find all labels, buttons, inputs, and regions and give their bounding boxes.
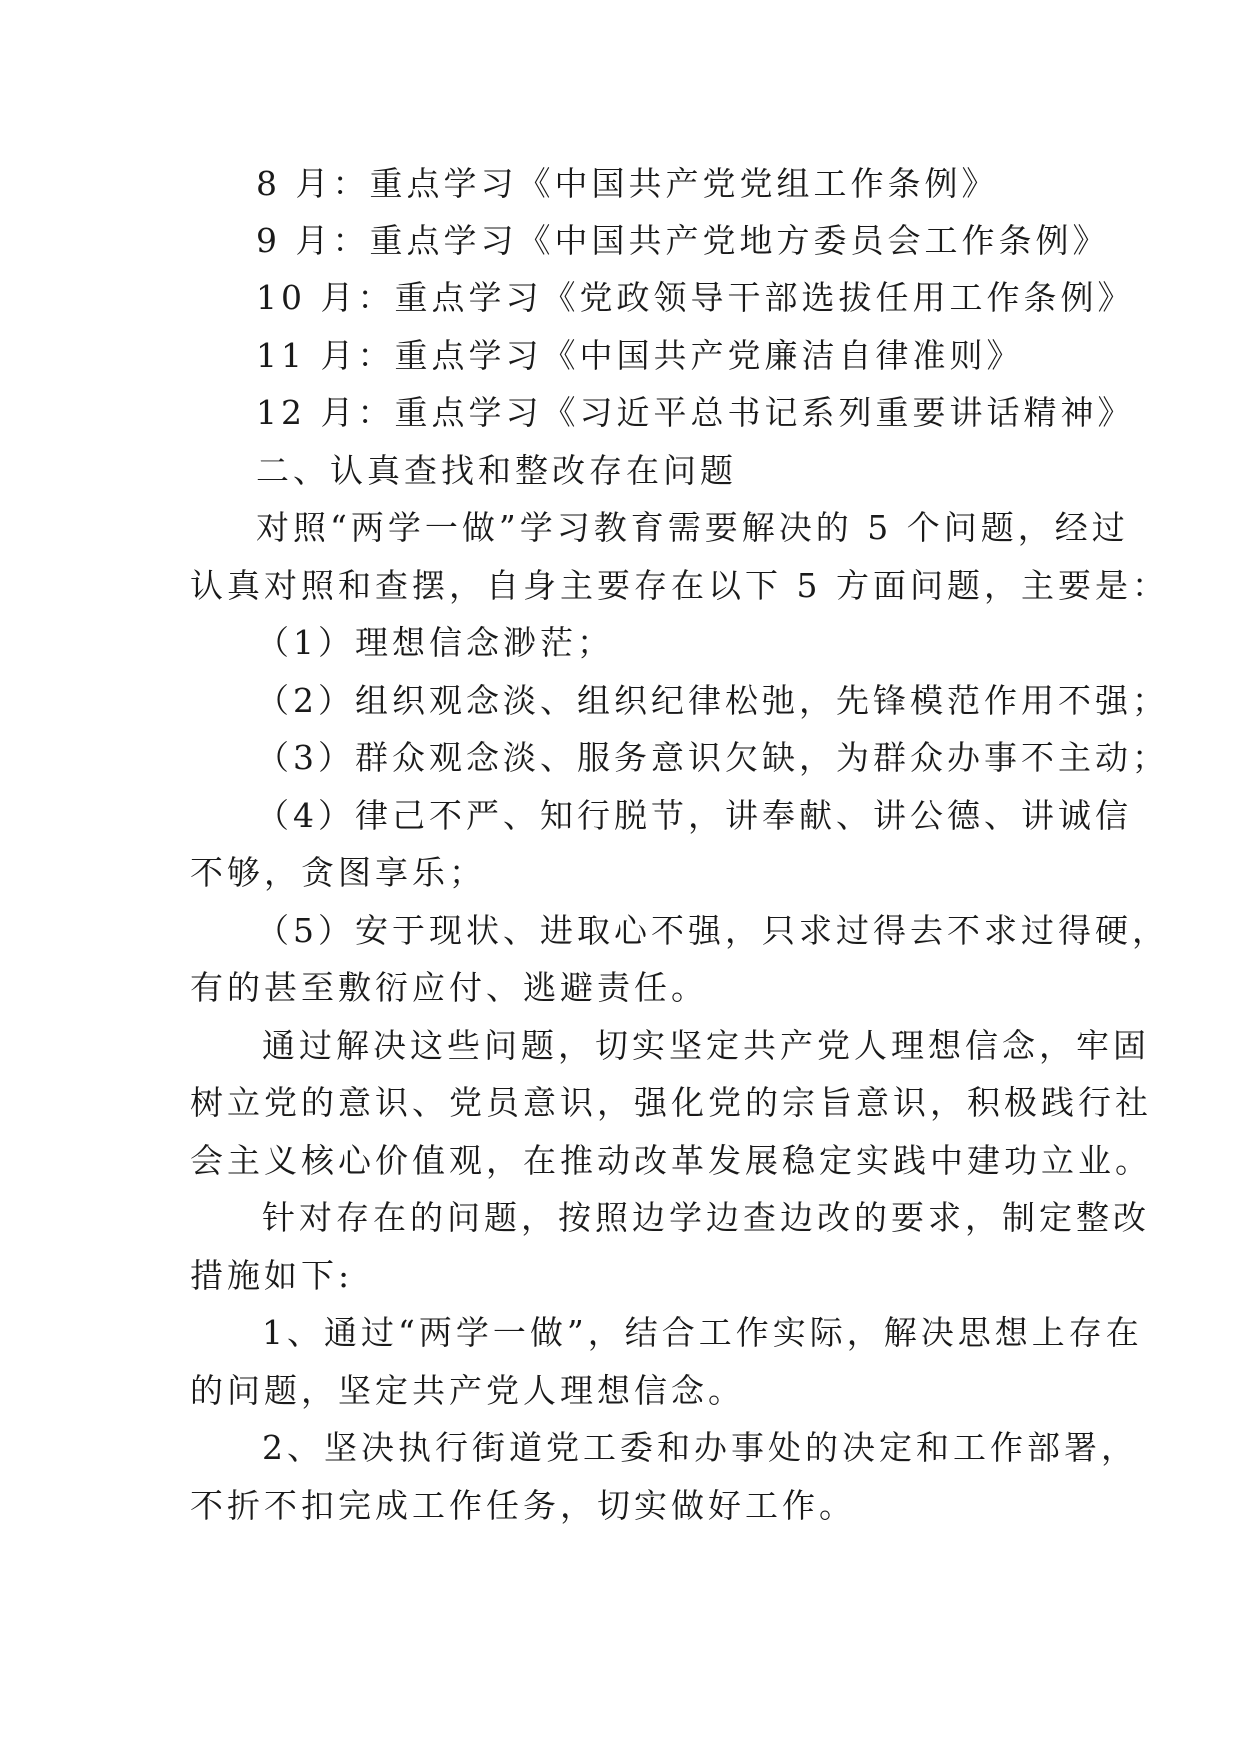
goal-line-1: 通过解决这些问题，切实坚定共产党人理想信念，牢固 (262, 1026, 1150, 1065)
problem-item-3: （3）群众观念淡、服务意识欠缺，为群众办事不主动； (256, 738, 1169, 777)
goal-line-2: 树立党的意识、党员意识，强化党的宗旨意识，积极践行社 (190, 1083, 1152, 1122)
intro-line-1: 对照“两学一做”学习教育需要解决的 5 个问题，经过 (256, 508, 1129, 547)
measure-item-1-cont: 的问题，坚定共产党人理想信念。 (190, 1371, 745, 1410)
month-item-nov: 11 月：重点学习《中国共产党廉洁自律准则》 (256, 336, 1024, 375)
goal-line-3: 会主义核心价值观，在推动改革发展稳定实践中建功立业。 (190, 1141, 1152, 1180)
problem-item-4-cont: 不够，贪图享乐； (190, 853, 486, 892)
measure-item-1: 1、通过“两学一做”，结合工作实际，解决思想上存在 (262, 1313, 1143, 1352)
problem-item-4: （4）律己不严、知行脱节，讲奉献、讲公德、讲诚信 (256, 796, 1132, 835)
measure-item-2-cont: 不折不扣完成工作任务，切实做好工作。 (190, 1486, 856, 1525)
problem-item-5: （5）安于现状、进取心不强，只求过得去不求过得硬， (256, 911, 1169, 950)
problem-item-5-cont: 有的甚至敷衍应付、逃避责任。 (190, 968, 708, 1007)
month-item-aug: 8 月：重点学习《中国共产党党组工作条例》 (256, 164, 999, 203)
measures-intro-line-1: 针对存在的问题，按照边学边查边改的要求，制定整改 (262, 1198, 1150, 1237)
month-item-sep: 9 月：重点学习《中国共产党地方委员会工作条例》 (256, 221, 1110, 260)
measure-item-2: 2、坚决执行街道党工委和办事处的决定和工作部署， (262, 1428, 1138, 1467)
intro-line-2: 认真对照和查摆，自身主要存在以下 5 方面问题，主要是： (190, 566, 1169, 605)
month-item-dec: 12 月：重点学习《习近平总书记系列重要讲话精神》 (256, 393, 1135, 432)
month-item-oct: 10 月：重点学习《党政领导干部选拔任用工作条例》 (256, 278, 1135, 317)
problem-item-2: （2）组织观念淡、组织纪律松弛，先锋模范作用不强； (256, 681, 1169, 720)
measures-intro-line-2: 措施如下: (190, 1256, 354, 1295)
section-heading: 二、认真查找和整改存在问题 (256, 451, 737, 490)
problem-item-1: （1）理想信念渺茫； (256, 623, 614, 662)
